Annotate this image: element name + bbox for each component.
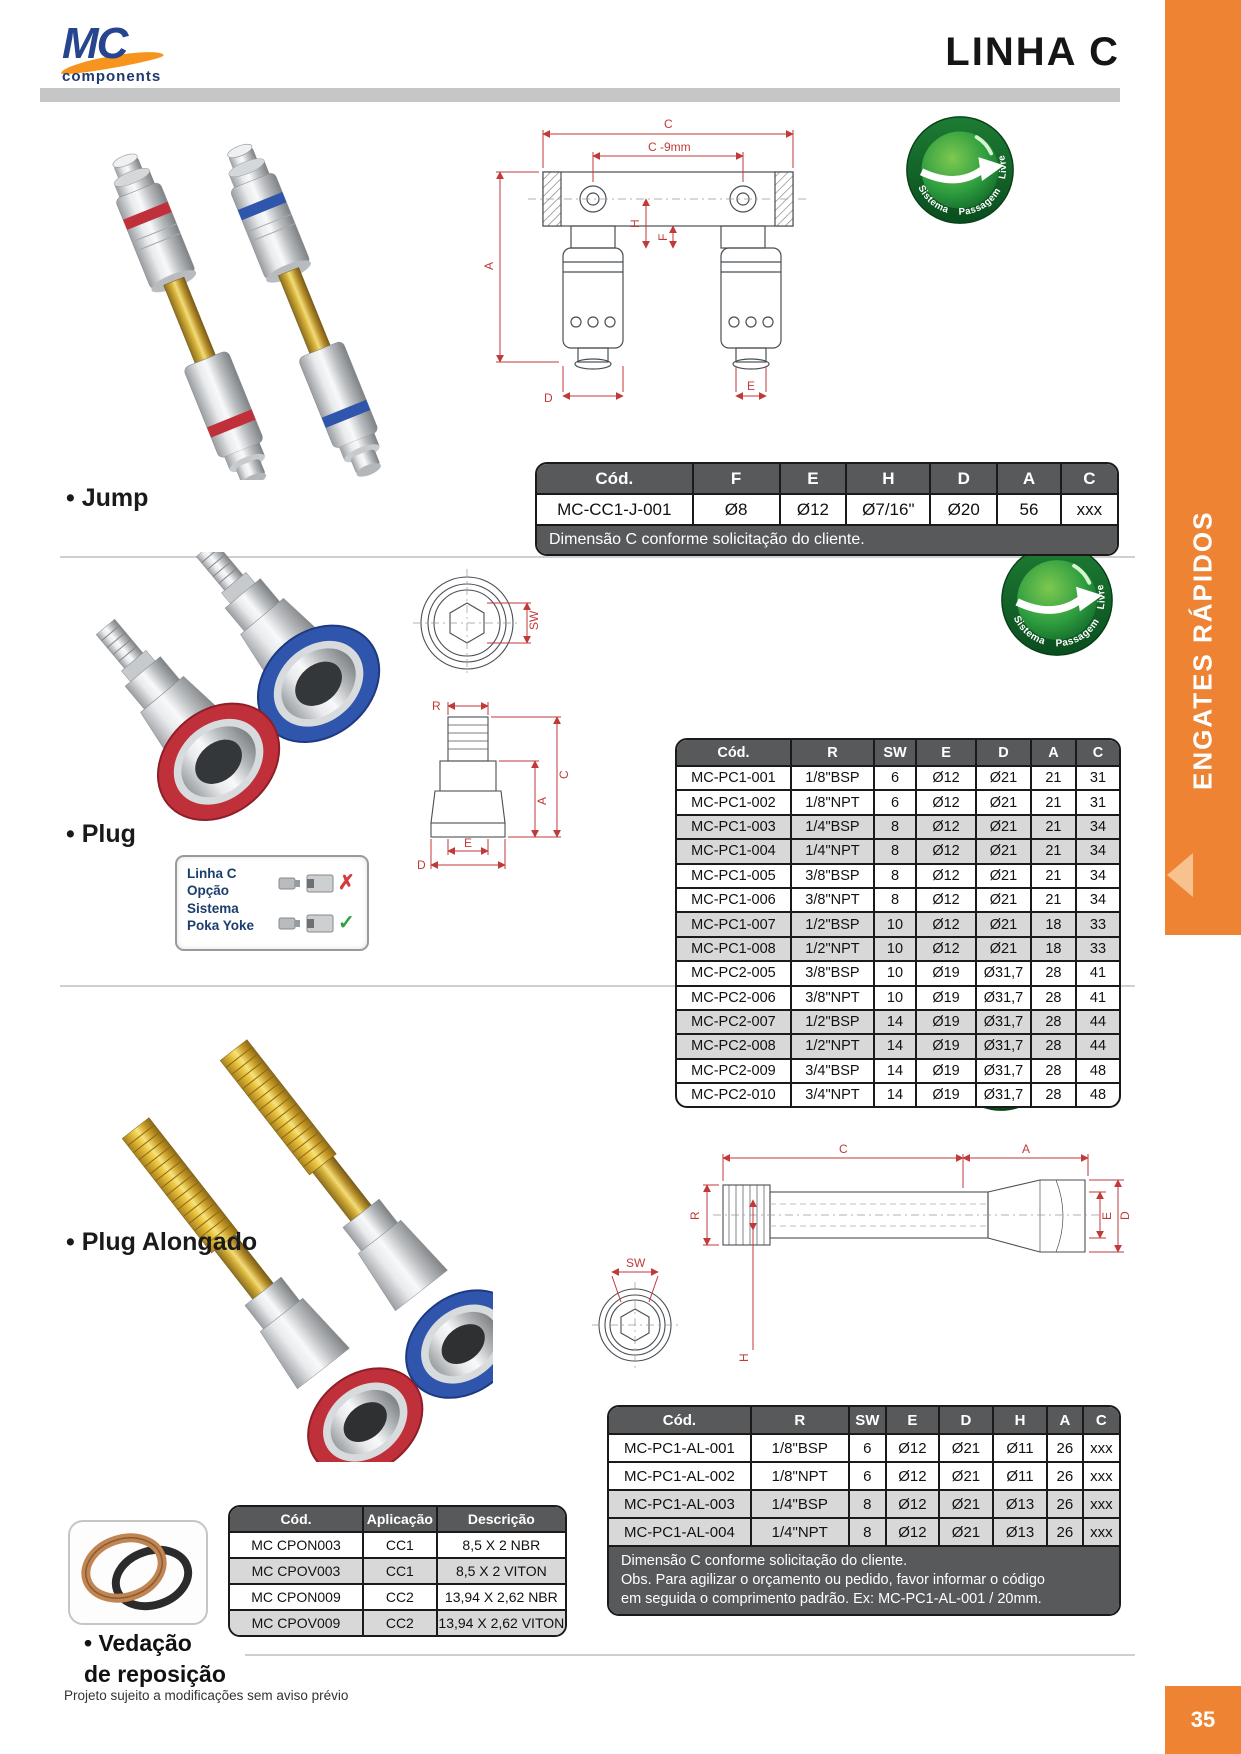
jump-section-label: • Jump xyxy=(66,484,149,512)
table-cell: 6 xyxy=(875,767,917,789)
table-cell: 6 xyxy=(850,1435,887,1461)
table-cell: MC CPOV009 xyxy=(230,1611,364,1635)
table-cell: 56 xyxy=(998,495,1062,524)
table-header-row xyxy=(230,1507,565,1533)
header-rule xyxy=(40,88,1120,102)
table-cell: Ø12 xyxy=(917,889,977,911)
table-cell: Ø31,7 xyxy=(977,1035,1032,1057)
plug-technical-drawing xyxy=(405,565,590,875)
table-cell: 8,5 X 2 VITON xyxy=(455,1563,547,1579)
table-cell: Ø19 xyxy=(917,987,977,1009)
table-cell: Ø12 xyxy=(917,791,977,813)
table-cell: 28 xyxy=(1032,962,1077,984)
table-cell: Ø12 xyxy=(887,1491,940,1517)
table-row xyxy=(230,1611,565,1635)
dim-label-a: A xyxy=(482,261,496,270)
table-row xyxy=(677,1035,1119,1059)
table-cell: MC CPON009 xyxy=(230,1585,364,1609)
table-cell: xxx xyxy=(1090,1439,1113,1457)
sistema-passagem-livre-badge xyxy=(1000,543,1114,657)
coupling-match-icon xyxy=(277,911,335,935)
table-cell: 14 xyxy=(875,1060,917,1082)
plug-alongado-spec-table xyxy=(607,1405,1121,1616)
table-cell: CC2 xyxy=(364,1585,438,1609)
plug-spec-table xyxy=(675,738,1121,1108)
table-row xyxy=(677,1011,1119,1035)
table-cell: 3/8"BSP xyxy=(792,865,875,887)
column-header: Cód. xyxy=(609,1407,752,1433)
table-cell: 1/4"BSP xyxy=(752,1491,850,1517)
poka-line3: Sistema xyxy=(187,900,239,916)
jump-spec-table xyxy=(535,462,1119,556)
column-header: Cód. xyxy=(677,740,792,765)
dim-label-f: F xyxy=(656,233,670,241)
column-header: Cód. xyxy=(537,464,694,493)
table-cell: 8,5 X 2 NBR xyxy=(462,1537,541,1553)
table-cell: Ø12 xyxy=(917,816,977,838)
table-cell: 34 xyxy=(1089,867,1107,884)
table-cell: MC-PC1-001 xyxy=(677,767,792,789)
plug-alongado-section-label: • Plug Alongado xyxy=(66,1228,258,1256)
table-cell: 44 xyxy=(1089,1014,1107,1031)
table-row xyxy=(677,816,1119,840)
column-header: H xyxy=(847,464,931,493)
plug-alongado-technical-drawing xyxy=(548,1140,1133,1385)
oring-photo xyxy=(68,1520,208,1625)
table-cell: 31 xyxy=(1089,794,1107,811)
dim-label-e: E xyxy=(1100,1211,1114,1220)
note-line3: em seguida o comprimento padrão. Ex: MC-PC1-AL-001 / 20mm. xyxy=(621,1590,1042,1607)
plug-alongado-product-photo xyxy=(48,992,493,1462)
note-line2: Obs. Para agilizar o orçamento ou pedido, favor informar o código xyxy=(621,1571,1045,1588)
vedacao-spec-table xyxy=(228,1505,567,1637)
table-cell: xxx xyxy=(1090,1467,1113,1485)
table-cell: 1/4"BSP xyxy=(792,816,875,838)
dim-label-e: E xyxy=(747,379,756,393)
table-row xyxy=(230,1585,565,1611)
dim-label-c: C xyxy=(557,770,571,779)
dim-label-a: A xyxy=(1022,1142,1031,1156)
dim-label-c: C xyxy=(839,1142,848,1156)
note-line1: Dimensão C conforme solicitação do cliente. xyxy=(621,1553,908,1569)
table-cell: Ø21 xyxy=(977,913,1032,935)
table-cell: Ø13 xyxy=(994,1491,1048,1517)
table-row xyxy=(677,791,1119,815)
dim-label-h: H xyxy=(737,1353,751,1362)
dim-label-sw: SW xyxy=(527,610,541,630)
table-cell: 10 xyxy=(875,987,917,1009)
table-cell: 41 xyxy=(1089,965,1107,982)
table-cell: MC-PC2-006 xyxy=(677,987,792,1009)
table-cell: 10 xyxy=(875,938,917,960)
column-header: A xyxy=(998,464,1062,493)
table-cell: 26 xyxy=(1048,1463,1084,1489)
table-row xyxy=(609,1491,1119,1519)
table-cell: Ø19 xyxy=(917,962,977,984)
table-row xyxy=(609,1463,1119,1491)
table-header-row xyxy=(677,740,1119,767)
plug-alongado-unit-blue xyxy=(185,1012,493,1420)
table-cell: 28 xyxy=(1032,1011,1077,1033)
cross-icon: ✗ xyxy=(338,872,355,894)
mc-components-logo xyxy=(62,19,172,92)
column-header: A xyxy=(1032,740,1077,765)
table-row xyxy=(677,913,1119,937)
table-cell: 13,94 X 2,62 VITON xyxy=(438,1615,565,1631)
poka-line1: Linha C xyxy=(187,866,237,881)
table-cell: 34 xyxy=(1089,892,1107,909)
table-cell: Ø21 xyxy=(977,791,1032,813)
column-header: C xyxy=(1083,468,1096,488)
table-cell: xxx xyxy=(1090,1523,1113,1541)
table-cell: 48 xyxy=(1089,1062,1107,1079)
table-cell: Ø21 xyxy=(940,1435,994,1461)
table-cell: MC-PC1-AL-004 xyxy=(609,1519,752,1545)
dim-label-a: A xyxy=(535,796,549,805)
table-cell: CC1 xyxy=(364,1533,438,1557)
orange-sidebar xyxy=(1165,0,1241,935)
column-header: H xyxy=(994,1407,1048,1433)
table-cell: MC CPON003 xyxy=(230,1533,364,1557)
table-cell: Ø31,7 xyxy=(977,1011,1032,1033)
table-row xyxy=(677,840,1119,864)
table-cell: 44 xyxy=(1089,1038,1107,1055)
table-cell: 21 xyxy=(1032,840,1077,862)
table-cell: 33 xyxy=(1089,916,1107,933)
table-cell: Ø12 xyxy=(917,840,977,862)
table-cell: Ø31,7 xyxy=(977,987,1032,1009)
table-cell: 1/8"BSP xyxy=(792,767,875,789)
table-cell: 3/8"NPT xyxy=(792,987,875,1009)
table-cell: 26 xyxy=(1048,1435,1084,1461)
table-cell: Ø21 xyxy=(940,1519,994,1545)
table-cell: 28 xyxy=(1032,1035,1077,1057)
table-cell: 14 xyxy=(875,1084,917,1106)
table-cell: Ø19 xyxy=(917,1084,977,1106)
table-cell: 28 xyxy=(1032,1084,1077,1106)
table-cell: Ø21 xyxy=(977,865,1032,887)
page-number: 35 xyxy=(1165,1686,1241,1754)
table-cell: Ø21 xyxy=(940,1491,994,1517)
table-cell: 28 xyxy=(1032,987,1077,1009)
table-cell: 1/2"NPT xyxy=(792,1035,875,1057)
column-header: E xyxy=(917,740,977,765)
table-cell: 18 xyxy=(1032,913,1077,935)
column-header: D xyxy=(940,1407,994,1433)
sistema-passagem-livre-badge xyxy=(905,115,1015,225)
table-cell: Ø19 xyxy=(917,1035,977,1057)
table-row xyxy=(677,987,1119,1011)
table-cell: 8 xyxy=(875,816,917,838)
column-header: R xyxy=(752,1407,850,1433)
table-cell: 34 xyxy=(1089,818,1107,835)
table-cell: 13,94 X 2,62 NBR xyxy=(444,1589,558,1605)
jump-technical-drawing xyxy=(468,110,888,410)
table-cell: 26 xyxy=(1048,1519,1084,1545)
column-header: E xyxy=(887,1407,940,1433)
table-cell: MC CPOV003 xyxy=(230,1559,364,1583)
table-cell: Ø12 xyxy=(917,938,977,960)
table-cell: MC-PC1-AL-002 xyxy=(609,1463,752,1489)
table-cell: MC-PC1-006 xyxy=(677,889,792,911)
table-cell: 33 xyxy=(1089,940,1107,957)
table-row xyxy=(230,1533,565,1559)
column-header: Aplicação xyxy=(364,1507,438,1531)
table-cell: 1/8"BSP xyxy=(752,1435,850,1461)
footer-note: Projeto sujeito a modificações sem aviso prévio xyxy=(64,1688,349,1703)
table-cell: 3/4"NPT xyxy=(792,1084,875,1106)
table-row xyxy=(677,1084,1119,1106)
table-cell: MC-PC2-007 xyxy=(677,1011,792,1033)
table-cell: 3/8"NPT xyxy=(792,889,875,911)
jump-table-note: Dimensão C conforme solicitação do cliente. xyxy=(537,524,1117,554)
table-cell: 31 xyxy=(1089,770,1107,787)
table-cell: CC1 xyxy=(364,1559,438,1583)
table-cell: CC2 xyxy=(364,1611,438,1635)
vedacao-section-label-line1: • Vedação xyxy=(84,1630,192,1656)
sidebar-arrow-icon xyxy=(1167,853,1193,897)
jump-product-photo xyxy=(55,108,450,480)
table-cell: Ø21 xyxy=(977,840,1032,862)
dim-label-d: D xyxy=(417,858,426,872)
table-cell: MC-PC1-003 xyxy=(677,816,792,838)
table-cell: 3/8"BSP xyxy=(792,962,875,984)
table-cell: Ø8 xyxy=(694,495,781,524)
dim-label-r: R xyxy=(688,1211,702,1220)
table-cell: 21 xyxy=(1032,791,1077,813)
logo-components-text: components xyxy=(62,68,162,85)
table-cell: Ø7/16" xyxy=(847,495,931,524)
table-cell: MC-PC2-005 xyxy=(677,962,792,984)
table-row xyxy=(677,865,1119,889)
table-row xyxy=(609,1435,1119,1463)
table-cell: Ø21 xyxy=(977,767,1032,789)
table-row xyxy=(230,1559,565,1585)
column-header: F xyxy=(694,464,781,493)
dim-label-d: D xyxy=(1118,1211,1132,1220)
dim-label-c: C xyxy=(664,117,673,131)
table-cell: MC-PC1-007 xyxy=(677,913,792,935)
column-header: A xyxy=(1048,1407,1084,1433)
table-cell: 3/4"BSP xyxy=(792,1060,875,1082)
table-cell: MC-PC1-008 xyxy=(677,938,792,960)
table-cell: xxx xyxy=(1090,1495,1113,1513)
dim-label-h: H xyxy=(628,219,642,228)
table-cell: Ø19 xyxy=(917,1011,977,1033)
table-cell: 10 xyxy=(875,913,917,935)
table-cell: Ø21 xyxy=(977,938,1032,960)
table-cell: 26 xyxy=(1048,1491,1084,1517)
table-cell: 8 xyxy=(875,865,917,887)
table-cell: MC-PC1-AL-003 xyxy=(609,1491,752,1517)
table-cell: Ø21 xyxy=(940,1463,994,1489)
table-cell: Ø13 xyxy=(994,1519,1048,1545)
table-cell: 21 xyxy=(1032,767,1077,789)
table-cell: 6 xyxy=(875,791,917,813)
table-cell: Ø20 xyxy=(931,495,998,524)
dim-label-r: R xyxy=(432,699,441,713)
plug-product-photo xyxy=(55,552,415,842)
table-row xyxy=(677,889,1119,913)
footer-rule xyxy=(245,1654,1135,1656)
table-cell: Ø31,7 xyxy=(977,962,1032,984)
column-header: D xyxy=(931,464,998,493)
table-cell: MC-PC1-AL-001 xyxy=(609,1435,752,1461)
table-cell: MC-CC1-J-001 xyxy=(537,495,694,524)
table-cell: 1/8"NPT xyxy=(752,1463,850,1489)
table-cell: 1/4"NPT xyxy=(792,840,875,862)
table-cell: 34 xyxy=(1089,843,1107,860)
logo-mc-text: MC xyxy=(62,19,127,68)
table-cell: 21 xyxy=(1032,816,1077,838)
plug-section-label: • Plug xyxy=(66,820,136,848)
table-cell: 18 xyxy=(1032,938,1077,960)
table-row xyxy=(677,938,1119,962)
table-cell: 1/2"BSP xyxy=(792,1011,875,1033)
coupling-mismatch-icon xyxy=(277,871,335,895)
table-row xyxy=(537,495,1117,524)
column-header: E xyxy=(781,464,848,493)
column-header: R xyxy=(792,740,875,765)
column-header: Cód. xyxy=(230,1507,364,1531)
table-cell: 28 xyxy=(1032,1060,1077,1082)
table-cell: Ø11 xyxy=(994,1435,1048,1461)
dim-label-d: D xyxy=(544,391,553,405)
table-row xyxy=(677,1060,1119,1084)
column-header: C xyxy=(1092,744,1104,761)
table-cell: 1/2"NPT xyxy=(792,938,875,960)
table-cell: MC-PC1-004 xyxy=(677,840,792,862)
table-cell: 8 xyxy=(850,1491,887,1517)
table-cell: 1/4"NPT xyxy=(752,1519,850,1545)
table-header-row xyxy=(537,464,1117,495)
column-header: SW xyxy=(850,1407,887,1433)
table-row xyxy=(677,962,1119,986)
dim-label-sw: SW xyxy=(626,1256,646,1270)
table-cell: 8 xyxy=(875,840,917,862)
column-header: Descrição xyxy=(467,1511,535,1527)
table-cell: 14 xyxy=(875,1035,917,1057)
column-header: C xyxy=(1095,1411,1107,1429)
table-cell: Ø19 xyxy=(917,1060,977,1082)
table-row xyxy=(609,1519,1119,1545)
page-title: LINHA C xyxy=(945,30,1120,74)
table-cell: Ø12 xyxy=(781,495,848,524)
table-cell: Ø12 xyxy=(887,1463,940,1489)
table-cell: 14 xyxy=(875,1011,917,1033)
table-cell: Ø31,7 xyxy=(977,1084,1032,1106)
sidebar-section-label: ENGATES RÁPIDOS xyxy=(1187,510,1218,790)
plug-alongado-table-note xyxy=(609,1545,1119,1614)
table-cell: 1/2"BSP xyxy=(792,913,875,935)
table-cell: Ø31,7 xyxy=(977,1060,1032,1082)
table-cell: MC-PC2-008 xyxy=(677,1035,792,1057)
table-cell: Ø11 xyxy=(994,1463,1048,1489)
column-header: D xyxy=(977,740,1032,765)
table-cell: Ø12 xyxy=(917,865,977,887)
poka-line4: Poka Yoke xyxy=(187,917,255,933)
table-header-row xyxy=(609,1407,1119,1435)
table-cell: Ø21 xyxy=(977,816,1032,838)
table-cell: 48 xyxy=(1089,1087,1107,1104)
table-cell: 21 xyxy=(1032,865,1077,887)
table-cell: 6 xyxy=(850,1463,887,1489)
dim-label-e: E xyxy=(464,836,473,850)
table-cell: Ø12 xyxy=(917,767,977,789)
table-cell: Ø12 xyxy=(917,913,977,935)
table-cell: MC-PC2-009 xyxy=(677,1060,792,1082)
check-icon: ✓ xyxy=(338,912,355,934)
table-row xyxy=(677,767,1119,791)
table-cell: 8 xyxy=(875,889,917,911)
table-cell: Ø12 xyxy=(887,1435,940,1461)
table-cell: 10 xyxy=(875,962,917,984)
table-cell: MC-PC1-002 xyxy=(677,791,792,813)
poka-line2: Opção xyxy=(187,883,230,899)
dim-label-c9mm: C -9mm xyxy=(648,140,691,154)
vedacao-section-label-line2: de reposição xyxy=(84,1661,226,1687)
table-cell: 41 xyxy=(1089,989,1107,1006)
table-cell: 21 xyxy=(1032,889,1077,911)
column-header: SW xyxy=(875,740,917,765)
table-cell: Ø12 xyxy=(887,1519,940,1545)
table-cell: Ø21 xyxy=(977,889,1032,911)
table-cell: 8 xyxy=(850,1519,887,1545)
poka-yoke-box xyxy=(175,855,369,951)
table-cell: MC-PC1-005 xyxy=(677,865,792,887)
table-cell: xxx xyxy=(1076,499,1103,519)
table-cell: MC-PC2-010 xyxy=(677,1084,792,1106)
table-cell: 1/8"NPT xyxy=(792,791,875,813)
